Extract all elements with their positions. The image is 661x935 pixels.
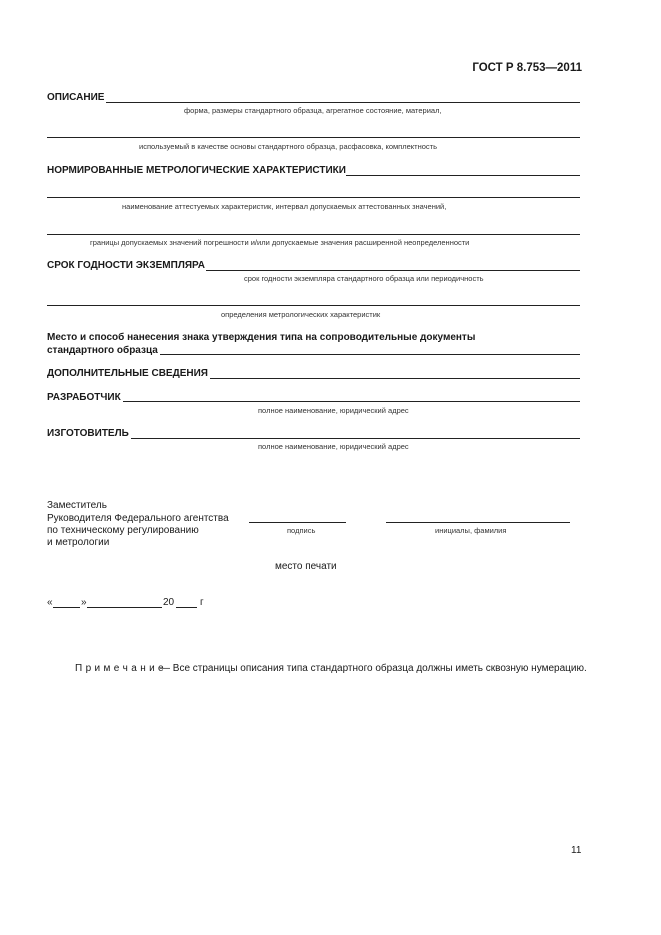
manufacturer-hint: полное наименование, юридический адрес xyxy=(258,442,409,451)
shelf-life-label: СРОК ГОДНОСТИ ЭКЗЕМПЛЯРА xyxy=(47,260,206,271)
metrology-line-2[interactable] xyxy=(47,197,580,198)
manufacturer-line[interactable] xyxy=(131,438,580,439)
date-close-quote: » xyxy=(81,597,87,608)
signer-title-line2: Руководителя Федерального агентства xyxy=(47,513,229,524)
date-day-line[interactable] xyxy=(53,607,80,608)
description-line-2[interactable] xyxy=(47,137,580,138)
developer-label: РАЗРАБОТЧИК xyxy=(47,392,121,403)
signer-title-line4: и метрологии xyxy=(47,537,110,548)
additional-label: ДОПОЛНИТЕЛЬНЫЕ СВЕДЕНИЯ xyxy=(47,368,208,379)
approval-mark-label-line1: Место и способ нанесения знака утверждения типа на сопроводительные документы xyxy=(47,332,476,343)
description-line-1[interactable] xyxy=(106,102,580,103)
date-open-quote: « xyxy=(47,597,53,608)
date-year-prefix: 20 xyxy=(163,597,175,608)
note-label: П р и м е ч а н и е xyxy=(75,663,164,674)
signer-title-line3: по техническому регулированию xyxy=(47,525,199,536)
approval-mark-line[interactable] xyxy=(160,354,580,355)
date-month-line[interactable] xyxy=(87,607,162,608)
additional-line[interactable] xyxy=(210,378,580,379)
metrology-hint-2: границы допускаемых значений погрешности и/или допускаемые значения расширенной неопределенности xyxy=(90,238,470,247)
manufacturer-label: ИЗГОТОВИТЕЛЬ xyxy=(47,428,129,439)
note-text: — Все страницы описания типа стандартного образца должны иметь сквозную нумерацию. xyxy=(160,663,587,674)
shelf-life-hint-1: срок годности экземпляра стандартного образца или периодичность xyxy=(244,274,484,283)
metrology-line-1[interactable] xyxy=(346,175,580,176)
name-line[interactable] xyxy=(386,522,570,523)
name-hint: инициалы, фамилия xyxy=(435,526,507,535)
stamp-place: место печати xyxy=(275,561,337,572)
date-year-line[interactable] xyxy=(176,607,197,608)
description-hint-1: форма, размеры стандартного образца, агрегатное состояние, материал, xyxy=(184,106,442,115)
shelf-life-line-2[interactable] xyxy=(47,305,580,306)
metrology-hint-1: наименование аттестуемых характеристик, интервал допускаемых аттестованных значений, xyxy=(122,202,447,211)
shelf-life-hint-2: определения метрологических характеристик xyxy=(221,310,381,319)
shelf-life-line-1[interactable] xyxy=(206,270,580,271)
signer-title-line1: Заместитель xyxy=(47,500,107,511)
developer-hint: полное наименование, юридический адрес xyxy=(258,406,409,415)
approval-mark-label-line2: стандартного образца xyxy=(47,345,158,356)
metrology-line-3[interactable] xyxy=(47,234,580,235)
description-label: ОПИСАНИЕ xyxy=(47,92,105,103)
date-year-suffix: г xyxy=(200,597,204,608)
page-number: 11 xyxy=(571,845,582,856)
signature-hint: подпись xyxy=(287,526,316,535)
document-header: ГОСТ Р 8.753—2011 xyxy=(472,62,582,74)
description-hint-2: используемый в качестве основы стандартного образца, расфасовка, комплектность xyxy=(139,142,437,151)
signature-line[interactable] xyxy=(249,522,346,523)
metrology-label: НОРМИРОВАННЫЕ МЕТРОЛОГИЧЕСКИЕ ХАРАКТЕРИСТИКИ xyxy=(47,165,346,176)
developer-line[interactable] xyxy=(123,401,580,402)
